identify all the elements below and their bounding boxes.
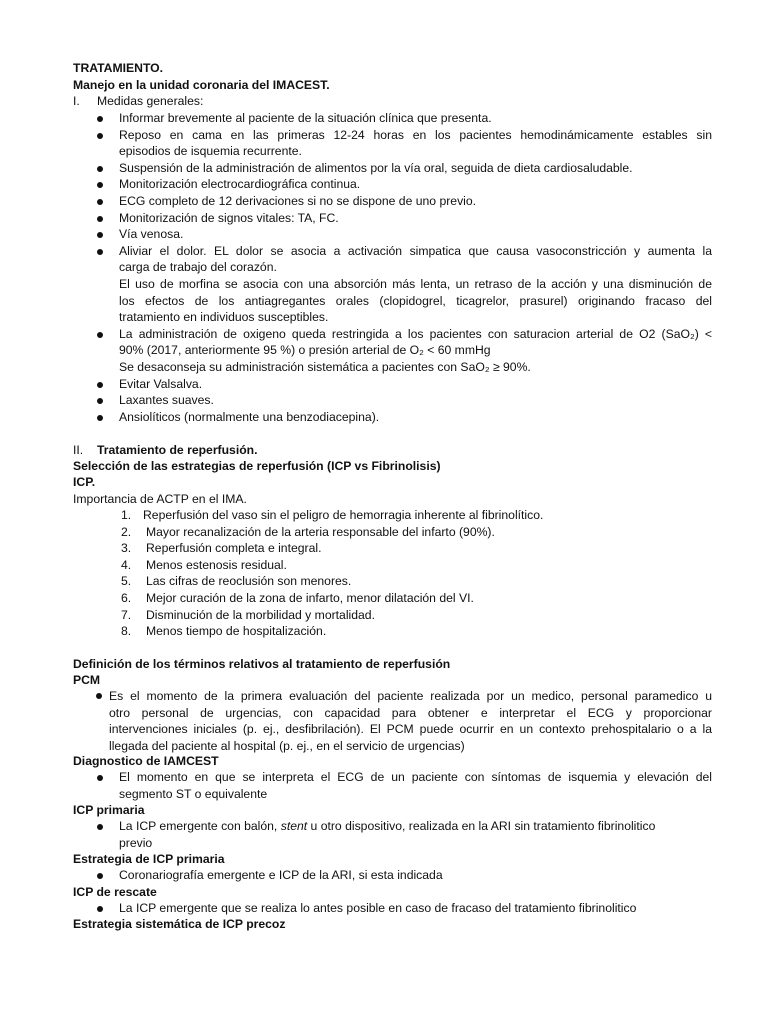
definition-line: Es el momento de la primera evaluación del paciente realizada por un medico, personal paramedico u [109,689,712,703]
bullet-rescate [97,906,103,912]
definiciones-heading: Definición de los términos relativos al tratamiento de reperfusión [73,657,451,671]
medidas-item-line: Monitorización de signos vitales: TA, FC. [119,210,339,225]
term-pcm: PCM [73,673,101,687]
definition-line: segmento ST o equivalente [119,786,268,801]
bullet [97,116,103,122]
list-number: 2. [121,524,132,539]
list-item: Reperfusión del vaso sin el peligro de hemorragia inherente al fibrinolítico. [143,508,544,522]
medidas-item-line: ECG completo de 12 derivaciones si no se dispone de uno previo. [119,194,477,208]
icp-primaria-definition: La ICP emergente con balón, stent u otro dispositivo, realizada en la ARI sin tratamiento fibrinolitico [119,819,656,833]
seleccion-heading: Selección de las estrategias de reperfusión (ICP vs Fibrinolisis) [73,459,441,473]
heading-tratamiento: TRATAMIENTO. [73,61,164,75]
bullet [97,182,103,188]
medidas-item-line: episodios de isquemia recurrente. [119,144,302,159]
list-item: Menos estenosis residual. [146,557,287,572]
medidas-item-line: La administración de oxigeno queda restringida a los pacientes con saturacion arterial de O2 (SaO₂) < [119,326,712,341]
list-number: 1. [121,508,132,522]
bullet [97,199,103,205]
medidas-item-line: Vía venosa. [119,227,184,242]
section-1-title: Medidas generales: [97,94,204,108]
medidas-item-line: Se desaconseja su administración sistemática a pacientes con SaO₂ ≥ 90%. [119,360,531,374]
medidas-item-line: Informar brevemente al paciente de la situación clínica que presenta. [119,111,492,125]
list-number: 8. [121,624,132,639]
term-icp-rescate: ICP de rescate [73,885,157,899]
list-item: Menos tiempo de hospitalización. [146,624,327,639]
icp-primaria-definition-cont: previo [119,836,153,850]
term-diagnostico: Diagnostico de IAMCEST [73,754,219,768]
estrategia-definition: Coronariografía emergente e ICP de la ARI, si esta indicada [119,868,443,882]
list-number: 5. [121,574,132,589]
list-item: Disminución de la morbilidad y mortalidad. [146,607,375,622]
term-icp-primaria: ICP primaria [73,803,145,817]
list-number: 3. [121,541,132,556]
medidas-item-line: Monitorización electrocardiográfica continua. [119,177,361,192]
medidas-item-line: El uso de morfina se asocia con una absorción más lenta, un retraso de la acción y una disminución de [119,277,712,291]
bullet-estrategia [97,873,103,879]
bullet [97,232,103,238]
medidas-item-line: Evitar Valsalva. [119,376,203,391]
bullet [97,415,103,421]
bullet [97,249,103,255]
medidas-item-line: Suspensión de la administración de alimentos por la vía oral, seguida de dieta cardiosaludable. [119,160,633,175]
definition-line: otro personal de urgencias, con capacidad para obtener e interpretar el ECG y proporcionar [109,705,712,720]
bullet [97,216,103,222]
section-2-numeral: II. [73,443,84,457]
rescate-definition: La ICP emergente que se realiza lo antes posible en caso de fracaso del tratamiento fibrinolitico [119,901,637,915]
bullet [97,398,103,404]
medidas-item-line: carga de trabajo del corazón. [119,260,277,275]
medidas-item-line: Reposo en cama en las primeras 12-24 horas en los pacientes hemodinámicamente estables sin [119,127,712,142]
icp-heading: ICP. [73,475,96,489]
term-estrategia-sistematica: Estrategia sistemática de ICP precoz [73,917,286,931]
list-item: Mayor recanalización de la arteria responsable del infarto (90%). [146,524,495,539]
term-estrategia-icp-primaria: Estrategia de ICP primaria [73,852,225,866]
medidas-item-line: Laxantes suaves. [119,393,214,408]
bullet-icp-primaria [97,824,103,830]
bullet [97,166,103,172]
medidas-item-line: Aliviar el dolor. EL dolor se asocia a activación simpatica que causa vasoconstricción y aumenta la [119,243,712,258]
medidas-item-line: tratamiento en individuos susceptibles. [119,310,329,325]
medidas-item-line: los efectos de los antiagregantes orales (clopidogrel, ticagrelor, prasurel) originando fracaso del [119,293,712,308]
list-number: 4. [121,557,132,572]
medidas-item-line: 90% (2017, anteriormente 95 %) o presión arterial de O₂ < 60 mmHg [119,343,491,358]
list-item: Las cifras de reoclusión son menores. [146,574,352,589]
bullet [97,332,103,338]
medidas-item-line: Ansiolíticos (normalmente una benzodiacepina). [119,409,380,424]
section-1-numeral: I. [73,94,80,108]
heading-manejo: Manejo en la unidad coronaria del IMACEST. [73,78,330,92]
list-number: 7. [121,607,132,622]
definition-line: llegada del paciente al hospital (p. ej., en el servicio de urgencias) [109,738,465,753]
definition-line: intervenciones iniciales (p. ej., desfibrilación). El PCM puede ocurrir en un contexto prehospitalario o a la [109,722,712,737]
bullet-diagnostico [97,775,103,781]
importancia-heading: Importancia de ACTP en el IMA. [73,492,247,506]
bullet [97,382,103,388]
bullet-pcm [96,693,102,699]
section-2-title: Tratamiento de reperfusión. [97,443,258,457]
bullet [97,133,103,139]
definition-line: El momento en que se interpreta el ECG de un paciente con síntomas de isquemia y elevación del [119,770,712,784]
list-item: Reperfusión completa e integral. [146,541,322,556]
list-number: 6. [121,591,132,605]
list-item: Mejor curación de la zona de infarto, menor dilatación del VI. [146,591,474,605]
